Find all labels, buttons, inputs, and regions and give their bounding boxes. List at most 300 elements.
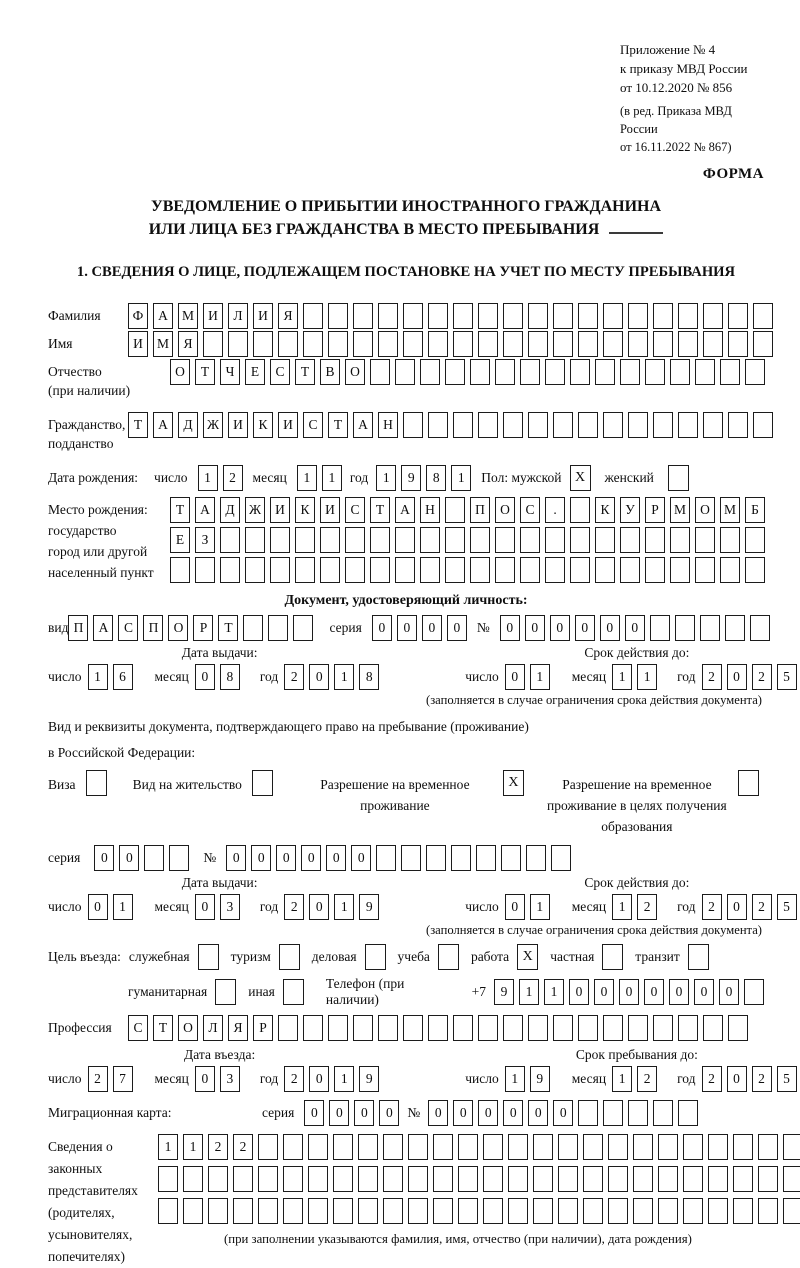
char-cell[interactable]: [733, 1198, 753, 1224]
char-cell[interactable]: [258, 1198, 278, 1224]
char-cell[interactable]: [383, 1166, 403, 1192]
char-cell[interactable]: И: [228, 412, 248, 438]
char-cell[interactable]: [603, 412, 623, 438]
char-cell[interactable]: [528, 331, 548, 357]
char-cell[interactable]: 0: [309, 664, 329, 690]
char-cell[interactable]: 0: [195, 1066, 215, 1092]
char-cell[interactable]: П: [470, 497, 490, 523]
char-cell[interactable]: Н: [378, 412, 398, 438]
char-cell[interactable]: [528, 303, 548, 329]
char-cell[interactable]: 0: [94, 845, 114, 871]
char-cell[interactable]: [603, 303, 623, 329]
char-cell[interactable]: [403, 1015, 423, 1041]
temporary-residence-checkbox[interactable]: X: [503, 770, 524, 796]
char-cell[interactable]: 0: [379, 1100, 399, 1126]
char-cell[interactable]: [628, 1015, 648, 1041]
char-cell[interactable]: [495, 527, 515, 553]
char-cell[interactable]: [520, 359, 540, 385]
char-cell[interactable]: [333, 1198, 353, 1224]
purpose-tourism-checkbox[interactable]: [279, 944, 300, 970]
char-cell[interactable]: 0: [453, 1100, 473, 1126]
char-cell[interactable]: 1: [113, 894, 133, 920]
char-cell[interactable]: [220, 527, 240, 553]
char-cell[interactable]: [283, 1198, 303, 1224]
char-cell[interactable]: [258, 1166, 278, 1192]
char-cell[interactable]: 0: [309, 894, 329, 920]
char-cell[interactable]: Н: [420, 497, 440, 523]
char-cell[interactable]: [720, 557, 740, 583]
char-cell[interactable]: [578, 412, 598, 438]
char-cell[interactable]: И: [278, 412, 298, 438]
char-cell[interactable]: [183, 1166, 203, 1192]
char-cell[interactable]: М: [153, 331, 173, 357]
char-cell[interactable]: [478, 303, 498, 329]
char-cell[interactable]: В: [320, 359, 340, 385]
char-cell[interactable]: 8: [359, 664, 379, 690]
char-cell[interactable]: [295, 557, 315, 583]
char-cell[interactable]: 0: [600, 615, 620, 641]
purpose-study-checkbox[interactable]: [438, 944, 459, 970]
char-cell[interactable]: А: [395, 497, 415, 523]
char-cell[interactable]: [745, 557, 765, 583]
purpose-other-checkbox[interactable]: [283, 979, 304, 1005]
char-cell[interactable]: [403, 412, 423, 438]
char-cell[interactable]: Е: [245, 359, 265, 385]
char-cell[interactable]: С: [118, 615, 138, 641]
char-cell[interactable]: 2: [223, 465, 243, 491]
char-cell[interactable]: [345, 527, 365, 553]
char-cell[interactable]: [376, 845, 396, 871]
char-cell[interactable]: 0: [326, 845, 346, 871]
char-cell[interactable]: .: [545, 497, 565, 523]
char-cell[interactable]: [169, 845, 189, 871]
char-cell[interactable]: 1: [612, 1066, 632, 1092]
char-cell[interactable]: [733, 1166, 753, 1192]
char-cell[interactable]: [578, 1015, 598, 1041]
char-cell[interactable]: [758, 1134, 778, 1160]
char-cell[interactable]: [470, 359, 490, 385]
char-cell[interactable]: 1: [334, 664, 354, 690]
char-cell[interactable]: [478, 1015, 498, 1041]
char-cell[interactable]: 1: [334, 1066, 354, 1092]
char-cell[interactable]: [270, 557, 290, 583]
char-cell[interactable]: [383, 1134, 403, 1160]
char-cell[interactable]: 1: [505, 1066, 525, 1092]
char-cell[interactable]: [478, 331, 498, 357]
char-cell[interactable]: [783, 1198, 800, 1224]
char-cell[interactable]: [358, 1134, 378, 1160]
char-cell[interactable]: [353, 1015, 373, 1041]
char-cell[interactable]: [428, 331, 448, 357]
char-cell[interactable]: 0: [351, 845, 371, 871]
sex-male-checkbox[interactable]: X: [570, 465, 591, 491]
char-cell[interactable]: [645, 359, 665, 385]
char-cell[interactable]: [558, 1134, 578, 1160]
char-cell[interactable]: [658, 1198, 678, 1224]
char-cell[interactable]: [728, 1015, 748, 1041]
char-cell[interactable]: 0: [505, 894, 525, 920]
char-cell[interactable]: [520, 527, 540, 553]
char-cell[interactable]: [501, 845, 521, 871]
char-cell[interactable]: 0: [309, 1066, 329, 1092]
char-cell[interactable]: [503, 303, 523, 329]
char-cell[interactable]: [433, 1198, 453, 1224]
char-cell[interactable]: [220, 557, 240, 583]
char-cell[interactable]: [183, 1198, 203, 1224]
char-cell[interactable]: 2: [637, 894, 657, 920]
char-cell[interactable]: [358, 1166, 378, 1192]
char-cell[interactable]: О: [695, 497, 715, 523]
char-cell[interactable]: [208, 1198, 228, 1224]
char-cell[interactable]: 6: [113, 664, 133, 690]
char-cell[interactable]: [608, 1198, 628, 1224]
char-cell[interactable]: [528, 1015, 548, 1041]
char-cell[interactable]: 1: [297, 465, 317, 491]
char-cell[interactable]: М: [178, 303, 198, 329]
char-cell[interactable]: [570, 497, 590, 523]
char-cell[interactable]: 2: [284, 664, 304, 690]
char-cell[interactable]: 0: [727, 894, 747, 920]
char-cell[interactable]: [453, 303, 473, 329]
char-cell[interactable]: [650, 615, 670, 641]
char-cell[interactable]: [678, 1100, 698, 1126]
char-cell[interactable]: [703, 412, 723, 438]
char-cell[interactable]: [653, 412, 673, 438]
char-cell[interactable]: [553, 1015, 573, 1041]
char-cell[interactable]: [144, 845, 164, 871]
char-cell[interactable]: 1: [612, 894, 632, 920]
char-cell[interactable]: К: [253, 412, 273, 438]
char-cell[interactable]: [233, 1166, 253, 1192]
char-cell[interactable]: [308, 1198, 328, 1224]
char-cell[interactable]: [520, 557, 540, 583]
char-cell[interactable]: [678, 303, 698, 329]
char-cell[interactable]: 2: [752, 894, 772, 920]
char-cell[interactable]: И: [253, 303, 273, 329]
char-cell[interactable]: [783, 1134, 800, 1160]
char-cell[interactable]: С: [128, 1015, 148, 1041]
char-cell[interactable]: 0: [503, 1100, 523, 1126]
char-cell[interactable]: 9: [359, 1066, 379, 1092]
char-cell[interactable]: [478, 412, 498, 438]
char-cell[interactable]: 2: [88, 1066, 108, 1092]
char-cell[interactable]: 8: [426, 465, 446, 491]
char-cell[interactable]: [203, 331, 223, 357]
char-cell[interactable]: 1: [334, 894, 354, 920]
char-cell[interactable]: [508, 1198, 528, 1224]
char-cell[interactable]: [383, 1198, 403, 1224]
char-cell[interactable]: [578, 1100, 598, 1126]
char-cell[interactable]: 3: [220, 894, 240, 920]
char-cell[interactable]: [670, 359, 690, 385]
char-cell[interactable]: [408, 1166, 428, 1192]
purpose-humanitarian-checkbox[interactable]: [215, 979, 236, 1005]
char-cell[interactable]: А: [93, 615, 113, 641]
char-cell[interactable]: [620, 359, 640, 385]
char-cell[interactable]: [695, 557, 715, 583]
char-cell[interactable]: 0: [397, 615, 417, 641]
char-cell[interactable]: Ч: [220, 359, 240, 385]
char-cell[interactable]: [503, 412, 523, 438]
char-cell[interactable]: [353, 331, 373, 357]
purpose-transit-checkbox[interactable]: [688, 944, 709, 970]
char-cell[interactable]: [483, 1134, 503, 1160]
char-cell[interactable]: 0: [505, 664, 525, 690]
char-cell[interactable]: 0: [625, 615, 645, 641]
char-cell[interactable]: [645, 557, 665, 583]
char-cell[interactable]: [620, 557, 640, 583]
char-cell[interactable]: К: [295, 497, 315, 523]
char-cell[interactable]: 0: [88, 894, 108, 920]
char-cell[interactable]: 0: [119, 845, 139, 871]
char-cell[interactable]: [278, 1015, 298, 1041]
char-cell[interactable]: [703, 1015, 723, 1041]
char-cell[interactable]: 1: [183, 1134, 203, 1160]
char-cell[interactable]: [378, 303, 398, 329]
char-cell[interactable]: [353, 303, 373, 329]
char-cell[interactable]: 0: [719, 979, 739, 1005]
char-cell[interactable]: 0: [422, 615, 442, 641]
char-cell[interactable]: [476, 845, 496, 871]
char-cell[interactable]: 0: [329, 1100, 349, 1126]
char-cell[interactable]: А: [195, 497, 215, 523]
char-cell[interactable]: У: [620, 497, 640, 523]
char-cell[interactable]: 2: [284, 1066, 304, 1092]
char-cell[interactable]: 0: [525, 615, 545, 641]
char-cell[interactable]: [708, 1198, 728, 1224]
char-cell[interactable]: [445, 527, 465, 553]
char-cell[interactable]: [268, 615, 288, 641]
char-cell[interactable]: [278, 331, 298, 357]
char-cell[interactable]: [570, 527, 590, 553]
char-cell[interactable]: [750, 615, 770, 641]
char-cell[interactable]: М: [670, 497, 690, 523]
char-cell[interactable]: [608, 1134, 628, 1160]
char-cell[interactable]: [653, 1100, 673, 1126]
char-cell[interactable]: [633, 1198, 653, 1224]
char-cell[interactable]: К: [595, 497, 615, 523]
char-cell[interactable]: [420, 359, 440, 385]
char-cell[interactable]: [603, 1015, 623, 1041]
char-cell[interactable]: 5: [777, 664, 797, 690]
char-cell[interactable]: И: [128, 331, 148, 357]
char-cell[interactable]: [558, 1198, 578, 1224]
char-cell[interactable]: [728, 412, 748, 438]
char-cell[interactable]: [683, 1166, 703, 1192]
char-cell[interactable]: [158, 1166, 178, 1192]
char-cell[interactable]: Д: [178, 412, 198, 438]
char-cell[interactable]: 0: [619, 979, 639, 1005]
char-cell[interactable]: [608, 1166, 628, 1192]
char-cell[interactable]: 1: [376, 465, 396, 491]
char-cell[interactable]: А: [153, 303, 173, 329]
char-cell[interactable]: [458, 1134, 478, 1160]
char-cell[interactable]: [528, 412, 548, 438]
char-cell[interactable]: [370, 557, 390, 583]
char-cell[interactable]: [283, 1134, 303, 1160]
char-cell[interactable]: [451, 845, 471, 871]
purpose-business-checkbox[interactable]: [365, 944, 386, 970]
char-cell[interactable]: [370, 359, 390, 385]
char-cell[interactable]: Я: [178, 331, 198, 357]
char-cell[interactable]: С: [303, 412, 323, 438]
char-cell[interactable]: [508, 1166, 528, 1192]
char-cell[interactable]: [603, 1100, 623, 1126]
char-cell[interactable]: [533, 1198, 553, 1224]
char-cell[interactable]: [583, 1166, 603, 1192]
purpose-official-checkbox[interactable]: [198, 944, 219, 970]
char-cell[interactable]: [678, 331, 698, 357]
char-cell[interactable]: [426, 845, 446, 871]
char-cell[interactable]: 0: [569, 979, 589, 1005]
education-residence-checkbox[interactable]: [738, 770, 759, 796]
char-cell[interactable]: 5: [777, 894, 797, 920]
char-cell[interactable]: [453, 1015, 473, 1041]
char-cell[interactable]: С: [270, 359, 290, 385]
char-cell[interactable]: [658, 1134, 678, 1160]
char-cell[interactable]: Р: [193, 615, 213, 641]
char-cell[interactable]: [658, 1166, 678, 1192]
char-cell[interactable]: 0: [354, 1100, 374, 1126]
char-cell[interactable]: 2: [233, 1134, 253, 1160]
char-cell[interactable]: 0: [478, 1100, 498, 1126]
char-cell[interactable]: И: [270, 497, 290, 523]
char-cell[interactable]: 9: [401, 465, 421, 491]
char-cell[interactable]: 0: [428, 1100, 448, 1126]
char-cell[interactable]: [395, 557, 415, 583]
char-cell[interactable]: [653, 1015, 673, 1041]
char-cell[interactable]: [483, 1198, 503, 1224]
char-cell[interactable]: [675, 615, 695, 641]
char-cell[interactable]: Б: [745, 497, 765, 523]
char-cell[interactable]: [283, 1166, 303, 1192]
char-cell[interactable]: О: [168, 615, 188, 641]
char-cell[interactable]: 5: [777, 1066, 797, 1092]
char-cell[interactable]: [320, 557, 340, 583]
char-cell[interactable]: [503, 1015, 523, 1041]
char-cell[interactable]: [744, 979, 764, 1005]
char-cell[interactable]: [553, 303, 573, 329]
char-cell[interactable]: [458, 1198, 478, 1224]
char-cell[interactable]: [483, 1166, 503, 1192]
char-cell[interactable]: [728, 331, 748, 357]
char-cell[interactable]: [695, 527, 715, 553]
char-cell[interactable]: [170, 557, 190, 583]
char-cell[interactable]: 9: [359, 894, 379, 920]
char-cell[interactable]: [570, 557, 590, 583]
char-cell[interactable]: [633, 1134, 653, 1160]
char-cell[interactable]: 1: [544, 979, 564, 1005]
char-cell[interactable]: [578, 303, 598, 329]
char-cell[interactable]: [308, 1134, 328, 1160]
char-cell[interactable]: [433, 1166, 453, 1192]
char-cell[interactable]: [328, 1015, 348, 1041]
char-cell[interactable]: 0: [447, 615, 467, 641]
char-cell[interactable]: [503, 331, 523, 357]
char-cell[interactable]: [603, 331, 623, 357]
purpose-work-checkbox[interactable]: X: [517, 944, 538, 970]
char-cell[interactable]: [303, 331, 323, 357]
char-cell[interactable]: [545, 557, 565, 583]
char-cell[interactable]: Е: [170, 527, 190, 553]
char-cell[interactable]: [328, 303, 348, 329]
char-cell[interactable]: 2: [702, 894, 722, 920]
char-cell[interactable]: [428, 303, 448, 329]
char-cell[interactable]: [243, 615, 263, 641]
char-cell[interactable]: 1: [198, 465, 218, 491]
char-cell[interactable]: О: [170, 359, 190, 385]
char-cell[interactable]: [428, 1015, 448, 1041]
char-cell[interactable]: [728, 303, 748, 329]
char-cell[interactable]: 0: [226, 845, 246, 871]
char-cell[interactable]: [495, 359, 515, 385]
char-cell[interactable]: [403, 303, 423, 329]
char-cell[interactable]: 1: [451, 465, 471, 491]
char-cell[interactable]: [433, 1134, 453, 1160]
char-cell[interactable]: [545, 527, 565, 553]
char-cell[interactable]: Р: [253, 1015, 273, 1041]
char-cell[interactable]: [445, 359, 465, 385]
char-cell[interactable]: [295, 527, 315, 553]
char-cell[interactable]: [453, 412, 473, 438]
char-cell[interactable]: 1: [530, 894, 550, 920]
char-cell[interactable]: [333, 1166, 353, 1192]
char-cell[interactable]: [378, 331, 398, 357]
char-cell[interactable]: [401, 845, 421, 871]
char-cell[interactable]: 2: [752, 664, 772, 690]
char-cell[interactable]: Я: [228, 1015, 248, 1041]
char-cell[interactable]: [420, 557, 440, 583]
char-cell[interactable]: [628, 331, 648, 357]
purpose-private-checkbox[interactable]: [602, 944, 623, 970]
char-cell[interactable]: О: [495, 497, 515, 523]
char-cell[interactable]: А: [353, 412, 373, 438]
char-cell[interactable]: [628, 412, 648, 438]
char-cell[interactable]: 2: [208, 1134, 228, 1160]
char-cell[interactable]: 0: [195, 664, 215, 690]
char-cell[interactable]: 2: [752, 1066, 772, 1092]
char-cell[interactable]: Т: [370, 497, 390, 523]
char-cell[interactable]: [753, 331, 773, 357]
char-cell[interactable]: Л: [228, 303, 248, 329]
char-cell[interactable]: [578, 331, 598, 357]
char-cell[interactable]: [753, 303, 773, 329]
char-cell[interactable]: [208, 1166, 228, 1192]
char-cell[interactable]: Л: [203, 1015, 223, 1041]
char-cell[interactable]: [345, 557, 365, 583]
char-cell[interactable]: З: [195, 527, 215, 553]
char-cell[interactable]: [158, 1198, 178, 1224]
char-cell[interactable]: [245, 527, 265, 553]
char-cell[interactable]: [328, 331, 348, 357]
char-cell[interactable]: 0: [553, 1100, 573, 1126]
char-cell[interactable]: [308, 1166, 328, 1192]
char-cell[interactable]: 0: [594, 979, 614, 1005]
char-cell[interactable]: 3: [220, 1066, 240, 1092]
char-cell[interactable]: [395, 527, 415, 553]
char-cell[interactable]: [678, 412, 698, 438]
char-cell[interactable]: [595, 359, 615, 385]
char-cell[interactable]: И: [203, 303, 223, 329]
char-cell[interactable]: Ф: [128, 303, 148, 329]
char-cell[interactable]: [408, 1134, 428, 1160]
char-cell[interactable]: [508, 1134, 528, 1160]
char-cell[interactable]: Т: [218, 615, 238, 641]
char-cell[interactable]: [708, 1166, 728, 1192]
char-cell[interactable]: [195, 557, 215, 583]
char-cell[interactable]: Р: [645, 497, 665, 523]
char-cell[interactable]: 2: [637, 1066, 657, 1092]
